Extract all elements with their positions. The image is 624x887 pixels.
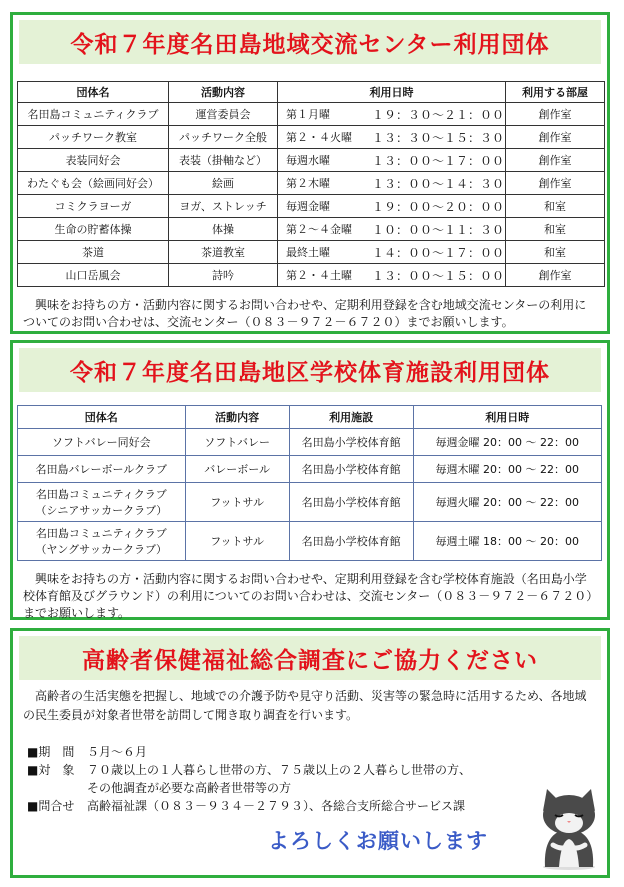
community-center-table [17, 81, 605, 287]
day-cell: 第１月曜 [278, 103, 365, 126]
table-header-row [18, 406, 602, 429]
room-cell: 創作室 [506, 103, 605, 126]
datetime-cell: 毎週木曜 20：00 ～ 22：00 [413, 456, 601, 483]
elderly-survey-title: 高齢者保健福祉総合調査にご協力ください [82, 647, 538, 674]
table-row [18, 126, 605, 149]
period-label: ■期 間 [27, 745, 75, 759]
school-facility-note: 興味をお持ちの方・活動内容に関するお問い合わせや、定期利用登録を含む学校体育施設（名田島小学校体育館及びグラウンド）の利用についてのお問い合わせは、交流センター（０８３－９７２－６７２０）までお願いします。 [23, 572, 593, 620]
room-cell: 和室 [506, 218, 605, 241]
group-name: 名田島バレーボールクラブ [35, 463, 168, 476]
datetime-cell: 毎週金曜 20：00 ～ 22：00 [413, 429, 601, 456]
survey-period-row [27, 743, 471, 761]
school-facility-title: 令和７年度名田島地区学校体育施設利用団体 [70, 359, 550, 386]
survey-contact-row [27, 797, 471, 815]
table-row [18, 103, 605, 126]
datetime-cell: 毎週土曜 18：00 ～ 20：00 [413, 522, 601, 561]
table-row [18, 264, 605, 287]
facility-cell: 名田島小学校体育館 [289, 483, 413, 522]
table-row [18, 149, 605, 172]
room-cell: 創作室 [506, 149, 605, 172]
activity-cell: 絵画 [169, 172, 278, 195]
table-row [18, 172, 605, 195]
room-cell: 和室 [506, 241, 605, 264]
group-name: ソフトバレー同好会 [51, 436, 151, 449]
community-center-section [10, 12, 610, 334]
cat-bowing-icon [533, 781, 605, 871]
table-row [18, 456, 602, 483]
elderly-survey-intro: 高齢者の生活実態を把握し、地域での介護予防や見守り活動、災害等の緊急時に活用するため、各地域の民生委員が対象者世帯を訪問して聞き取り調査を行います。 [23, 689, 587, 722]
table-row [18, 195, 605, 218]
elderly-survey-section [10, 628, 610, 878]
table-header-row [18, 82, 605, 103]
time-cell: １３：００～１７：００ [364, 149, 506, 172]
group-cell [18, 429, 186, 456]
room-cell: 創作室 [506, 126, 605, 149]
group-cell [18, 522, 186, 561]
room-cell: 創作室 [506, 172, 605, 195]
activity-cell: ソフトバレー [185, 429, 289, 456]
day-cell: 第２～４金曜 [278, 218, 365, 241]
group-cell [18, 456, 186, 483]
group-cell: 茶道 [18, 241, 169, 264]
facility-cell: 名田島小学校体育館 [289, 522, 413, 561]
table-row [18, 522, 602, 561]
school-facility-table [17, 405, 602, 561]
group-cell: 山口岳風会 [18, 264, 169, 287]
time-cell: １３：３０～１５：３０ [364, 126, 506, 149]
target-value-2: その他調査が必要な高齢者世帯等の方 [87, 781, 292, 795]
community-center-banner [19, 20, 601, 64]
activity-cell: ヨガ、ストレッチ [169, 195, 278, 218]
survey-details [27, 743, 471, 815]
time-cell: １３：００～１５：００ [364, 264, 506, 287]
header-datetime: 利用日時 [413, 406, 601, 429]
time-cell: １０：００～１１：３０ [364, 218, 506, 241]
header-activity: 活動内容 [169, 82, 278, 103]
time-cell: １９：００～２０：００ [364, 195, 506, 218]
day-cell: 第２木曜 [278, 172, 365, 195]
day-cell: 毎週金曜 [278, 195, 365, 218]
datetime-cell: 毎週火曜 20：00 ～ 22：00 [413, 483, 601, 522]
contact-value: 高齢福祉課（０８３－９３４－２７９３）、各総合支所総合サービス課 [87, 799, 466, 813]
group-name: 名田島コミュニティクラブ [35, 488, 167, 501]
group-cell: コミクラヨーガ [18, 195, 169, 218]
target-value: ７０歳以上の１人暮らし世帯の方、７５歳以上の２人暮らし世帯の方、 [87, 763, 472, 777]
school-facility-banner [19, 348, 601, 392]
elderly-survey-banner [19, 636, 601, 680]
time-cell: １４：００～１７：００ [364, 241, 506, 264]
day-cell: 第２・４火曜 [278, 126, 365, 149]
group-cell: パッチワーク教室 [18, 126, 169, 149]
table-row [18, 218, 605, 241]
facility-cell: 名田島小学校体育館 [289, 456, 413, 483]
school-facility-section [10, 340, 610, 620]
header-group: 団体名 [18, 406, 186, 429]
activity-cell: 詩吟 [169, 264, 278, 287]
group-cell [18, 483, 186, 522]
contact-label: ■問合せ [27, 799, 75, 813]
group-sub-name: （シニアサッカークラブ） [35, 504, 168, 517]
activity-cell: フットサル [185, 522, 289, 561]
activity-cell: 運営委員会 [169, 103, 278, 126]
activity-cell: フットサル [185, 483, 289, 522]
group-cell: 生命の貯蓄体操 [18, 218, 169, 241]
activity-cell: 表装（掛軸など） [169, 149, 278, 172]
header-group: 団体名 [18, 82, 169, 103]
group-cell: 表装同好会 [18, 149, 169, 172]
day-cell: 第２・４土曜 [278, 264, 365, 287]
table-row [18, 429, 602, 456]
activity-cell: 体操 [169, 218, 278, 241]
time-cell: １３：００～１４：３０ [364, 172, 506, 195]
closing-message: よろしくお願いします [268, 829, 488, 853]
group-cell: わたぐも会（絵画同好会） [18, 172, 169, 195]
survey-target-row [27, 761, 471, 779]
group-cell: 名田島コミュニティクラブ [18, 103, 169, 126]
target-label: ■対 象 [27, 763, 75, 777]
room-cell: 和室 [506, 195, 605, 218]
header-room: 利用する部屋 [506, 82, 605, 103]
activity-cell: 茶道教室 [169, 241, 278, 264]
table-row [18, 483, 602, 522]
community-center-title: 令和７年度名田島地域交流センター利用団体 [70, 31, 550, 58]
group-sub-name: （ヤングサッカークラブ） [35, 543, 168, 556]
time-cell: １９：３０～２１：００ [364, 103, 506, 126]
header-facility: 利用施設 [289, 406, 413, 429]
activity-cell: パッチワーク全般 [169, 126, 278, 149]
table-row [18, 241, 605, 264]
room-cell: 創作室 [506, 264, 605, 287]
header-datetime: 利用日時 [278, 82, 506, 103]
facility-cell: 名田島小学校体育館 [289, 429, 413, 456]
survey-target-row-2 [27, 779, 471, 797]
activity-cell: バレーボール [185, 456, 289, 483]
day-cell: 毎週水曜 [278, 149, 365, 172]
group-name: 名田島コミュニティクラブ [35, 527, 167, 540]
period-value: ５月～６月 [87, 745, 148, 759]
header-activity: 活動内容 [185, 406, 289, 429]
day-cell: 最終土曜 [278, 241, 365, 264]
community-center-note: 興味をお持ちの方・活動内容に関するお問い合わせや、定期利用登録を含む地域交流センターの利用についてのお問い合わせは、交流センター（０８３－９７２－６７２０）までお願いします。 [23, 298, 587, 329]
